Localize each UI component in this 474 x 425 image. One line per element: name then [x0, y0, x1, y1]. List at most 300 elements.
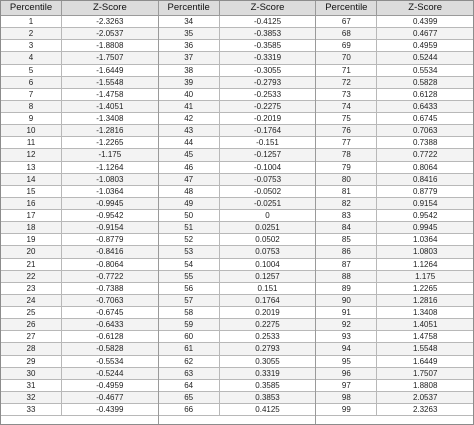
- zscore-cell: -0.9154: [96, 223, 124, 233]
- zscore-cell: 1.2816: [412, 295, 438, 305]
- percentile-cell: 61: [159, 343, 220, 354]
- percentile-cell: 57: [159, 295, 220, 306]
- table-row: [1, 149, 158, 161]
- zscore-cell: 0.6128: [412, 89, 438, 99]
- zscore-cell: -0.1764: [253, 126, 282, 136]
- table-row: [316, 331, 473, 343]
- percentile-cell: 59: [159, 319, 220, 330]
- percentile-cell: 65: [159, 392, 220, 403]
- table-row: [316, 16, 473, 28]
- percentile-cell: 80: [316, 174, 377, 185]
- table-row: [316, 380, 473, 392]
- zscore-cell: 0.3319: [255, 368, 280, 378]
- zscore-cell: 0.8064: [412, 162, 438, 172]
- zscore-cell: -0.7063: [96, 295, 124, 305]
- zscore-cell: 0.3585: [255, 380, 280, 390]
- table-row: [1, 210, 158, 222]
- percentile-cell: 70: [316, 52, 377, 63]
- percentile-cell: 55: [159, 271, 220, 282]
- percentile-cell: 35: [159, 28, 220, 39]
- percentile-cell: 56: [159, 283, 220, 294]
- percentile-header: Percentile: [159, 1, 220, 15]
- zscore-cell: -0.0753: [253, 174, 282, 184]
- percentile-cell: 89: [316, 283, 377, 294]
- percentile-cell: 38: [159, 65, 220, 76]
- table-row: [159, 210, 316, 222]
- table-row: [1, 77, 158, 89]
- table-row: [159, 271, 316, 283]
- percentile-cell: 16: [1, 198, 62, 209]
- table-row: [159, 162, 316, 174]
- zscore-cell: -0.7722: [96, 271, 124, 281]
- table-row: [316, 65, 473, 77]
- percentile-cell: 23: [1, 283, 62, 294]
- zscore-cell: 0.4399: [412, 17, 438, 26]
- percentile-cell: 74: [316, 101, 377, 112]
- percentile-cell: 73: [316, 89, 377, 100]
- zscore-cell: 0.7063: [412, 126, 438, 136]
- table-row: [1, 246, 158, 258]
- table-row: [159, 186, 316, 198]
- table-row: [1, 65, 158, 77]
- table-row: [159, 380, 316, 392]
- zscore-header: Z-Score: [92, 2, 127, 13]
- zscore-cell: 0.9945: [412, 223, 438, 233]
- percentile-header: Percentile: [316, 1, 377, 15]
- table-row: [159, 65, 316, 77]
- zscore-cell: 0.2019: [255, 308, 280, 317]
- zscore-cell: -0.5828: [96, 344, 124, 354]
- table-row: [316, 101, 473, 113]
- zscore-cell: -0.7388: [96, 283, 124, 293]
- column-group-2: [159, 1, 317, 424]
- percentile-cell: 54: [159, 259, 220, 270]
- table-row: [159, 149, 316, 161]
- percentile-cell: 20: [1, 246, 62, 257]
- table-row: [316, 186, 473, 198]
- zscore-cell: 0.2275: [255, 320, 280, 330]
- table-row: [316, 343, 473, 355]
- table-row: [159, 137, 316, 149]
- zscore-cell: -1.7507: [96, 53, 124, 63]
- table-row: [159, 283, 316, 295]
- zscore-cell: -0.151: [256, 138, 279, 148]
- percentile-cell: 42: [159, 113, 220, 124]
- percentile-cell: 40: [159, 89, 220, 100]
- percentile-cell: 1: [1, 16, 62, 27]
- table-row: [316, 222, 473, 234]
- zscore-cell: 0.7388: [412, 138, 438, 148]
- table-row: [1, 271, 158, 283]
- zscore-cell: -0.5534: [96, 356, 124, 366]
- table-row: [1, 101, 158, 113]
- table-row: [1, 113, 158, 125]
- percentile-cell: 8: [1, 101, 62, 112]
- percentile-cell: 7: [1, 89, 62, 100]
- percentile-cell: 81: [316, 186, 377, 197]
- zscore-cell: 0.6745: [412, 114, 438, 123]
- table-row: [316, 149, 473, 161]
- table-row: [316, 198, 473, 210]
- zscore-cell: -1.3408: [96, 114, 124, 123]
- percentile-cell: 75: [316, 113, 377, 124]
- table-row: [1, 404, 158, 416]
- table-row: [316, 52, 473, 64]
- percentile-cell: 52: [159, 234, 220, 245]
- zscore-cell: 0.0502: [255, 235, 280, 245]
- table-row: [159, 295, 316, 307]
- zscore-cell: 0.3853: [255, 392, 280, 402]
- zscore-cell: 1.0364: [412, 235, 438, 245]
- zscore-cell: 1.8808: [412, 380, 438, 390]
- table-row: [316, 28, 473, 40]
- zscore-cell: -1.2816: [96, 126, 124, 136]
- zscore-cell: 1.0803: [412, 247, 438, 257]
- table-row: [1, 137, 158, 149]
- percentile-cell: 84: [316, 222, 377, 233]
- zscore-cell: 0.9154: [412, 198, 438, 208]
- table-row: [1, 343, 158, 355]
- zscore-cell: 0.5828: [412, 77, 438, 87]
- percentile-cell: 36: [159, 40, 220, 51]
- table-row: [1, 331, 158, 343]
- zscore-cell: 1.175: [415, 271, 436, 281]
- zscore-cell: -0.3853: [253, 29, 282, 39]
- zscore-header: Z-Score: [250, 2, 285, 13]
- percentile-cell: 77: [316, 137, 377, 148]
- percentile-cell: 90: [316, 295, 377, 306]
- zscore-cell: 0: [265, 211, 270, 220]
- table-row: [316, 295, 473, 307]
- percentile-cell: 64: [159, 380, 220, 391]
- zscore-cell: -0.9945: [96, 198, 124, 208]
- zscore-cell: -1.4758: [96, 89, 124, 99]
- zscore-cell: -0.0502: [253, 186, 282, 196]
- zscore-cell: -0.3319: [253, 53, 282, 63]
- zscore-cell: 0.4959: [412, 41, 438, 51]
- table-row: [316, 356, 473, 368]
- zscore-cell: 0.8416: [412, 174, 438, 184]
- percentile-cell: 45: [159, 149, 220, 160]
- zscore-cell: -2.0537: [96, 29, 124, 39]
- percentile-cell: 51: [159, 222, 220, 233]
- percentile-cell: 53: [159, 246, 220, 257]
- table-row: [159, 113, 316, 125]
- percentile-cell: 33: [1, 404, 62, 415]
- header-row: [159, 1, 316, 16]
- percentile-cell: 76: [316, 125, 377, 136]
- table-row: [159, 89, 316, 101]
- percentile-cell: 14: [1, 174, 62, 185]
- percentile-cell: 17: [1, 210, 62, 221]
- percentile-cell: 94: [316, 343, 377, 354]
- zscore-cell: -0.6128: [96, 332, 124, 342]
- table-row: [159, 331, 316, 343]
- zscore-cell: -0.2019: [253, 114, 282, 123]
- percentile-cell: 92: [316, 319, 377, 330]
- zscore-cell: -1.2265: [96, 138, 124, 148]
- percentile-cell: 62: [159, 356, 220, 367]
- percentile-cell: 47: [159, 174, 220, 185]
- percentile-cell: 11: [1, 137, 62, 148]
- zscore-cell: -0.4677: [96, 392, 124, 402]
- zscore-cell: -0.2793: [253, 77, 282, 87]
- zscore-cell: -0.8416: [96, 247, 124, 257]
- zscore-cell: -0.2533: [253, 89, 282, 99]
- zscore-cell: -1.8808: [96, 41, 124, 51]
- zscore-cell: 0.2793: [255, 344, 280, 354]
- percentile-cell: 10: [1, 125, 62, 136]
- table-row: [316, 137, 473, 149]
- percentile-cell: 96: [316, 368, 377, 379]
- zscore-cell: 1.4758: [412, 332, 438, 342]
- table-row: [159, 101, 316, 113]
- table-row: [316, 259, 473, 271]
- table-row: [1, 174, 158, 186]
- table-row: [159, 52, 316, 64]
- zscore-cell: 1.4051: [412, 320, 438, 330]
- percentile-cell: 4: [1, 52, 62, 63]
- table-row: [1, 283, 158, 295]
- table-row: [159, 16, 316, 28]
- percentile-cell: 3: [1, 40, 62, 51]
- zscore-cell: 0.3055: [255, 356, 280, 366]
- rows-2: [159, 16, 316, 416]
- zscore-cell: -0.9542: [96, 211, 124, 220]
- percentile-cell: 6: [1, 77, 62, 88]
- zscore-cell: -1.0364: [96, 186, 124, 196]
- table-row: [316, 404, 473, 416]
- percentile-cell: 69: [316, 40, 377, 51]
- percentile-cell: 5: [1, 65, 62, 76]
- zscore-cell: -0.0251: [253, 198, 282, 208]
- table-row: [316, 234, 473, 246]
- table-row: [159, 125, 316, 137]
- zscore-cell: -1.5548: [96, 77, 124, 87]
- zscore-cell: -1.6449: [96, 65, 124, 75]
- percentile-cell: 21: [1, 259, 62, 270]
- percentile-cell: 60: [159, 331, 220, 342]
- table-row: [159, 174, 316, 186]
- percentile-cell: 66: [159, 404, 220, 415]
- percentile-cell: 22: [1, 271, 62, 282]
- percentile-cell: 97: [316, 380, 377, 391]
- percentile-cell: 13: [1, 162, 62, 173]
- table-row: [159, 28, 316, 40]
- percentile-cell: 49: [159, 198, 220, 209]
- percentile-cell: 31: [1, 380, 62, 391]
- table-row: [316, 174, 473, 186]
- table-row: [1, 222, 158, 234]
- table-row: [316, 125, 473, 137]
- percentile-cell: 88: [316, 271, 377, 282]
- percentile-cell: 27: [1, 331, 62, 342]
- table-row: [316, 307, 473, 319]
- percentile-cell: 25: [1, 307, 62, 318]
- table-row: [316, 368, 473, 380]
- zscore-cell: 1.1264: [412, 259, 438, 269]
- percentile-cell: 87: [316, 259, 377, 270]
- zscore-cell: 0.5244: [412, 53, 438, 63]
- header-row: [1, 1, 158, 16]
- zscore-cell: 0.4125: [255, 405, 280, 414]
- table-row: [316, 40, 473, 52]
- percentile-cell: 85: [316, 234, 377, 245]
- zscore-cell: 0.151: [257, 283, 278, 293]
- table-row: [159, 222, 316, 234]
- percentile-cell: 32: [1, 392, 62, 403]
- table-row: [159, 259, 316, 271]
- percentile-cell: 48: [159, 186, 220, 197]
- table-row: [1, 392, 158, 404]
- zscore-cell: 0.8779: [412, 186, 438, 196]
- table-row: [1, 259, 158, 271]
- percentile-cell: 28: [1, 343, 62, 354]
- zscore-cell: -1.1264: [96, 162, 124, 172]
- percentile-cell: 15: [1, 186, 62, 197]
- table-row: [1, 52, 158, 64]
- zscore-cell: 0.0251: [255, 223, 280, 233]
- table-row: [1, 356, 158, 368]
- percentile-cell: 79: [316, 162, 377, 173]
- percentile-cell: 2: [1, 28, 62, 39]
- percentile-cell: 78: [316, 149, 377, 160]
- zscore-cell: 0.1004: [255, 259, 280, 269]
- header-row: [316, 1, 473, 16]
- percentile-cell: 34: [159, 16, 220, 27]
- zscore-cell: 0.7722: [412, 150, 438, 160]
- percentile-cell: 39: [159, 77, 220, 88]
- percentile-cell: 18: [1, 222, 62, 233]
- percentile-cell: 98: [316, 392, 377, 403]
- table-row: [1, 307, 158, 319]
- table-row: [1, 28, 158, 40]
- percentile-cell: 26: [1, 319, 62, 330]
- table-row: [316, 113, 473, 125]
- zscore-cell: 1.2265: [412, 283, 438, 293]
- zscore-cell: -0.1257: [253, 150, 282, 160]
- zscore-cell: 1.6449: [412, 356, 438, 366]
- zscore-cell: -0.4399: [96, 405, 124, 414]
- table-row: [316, 77, 473, 89]
- table-row: [159, 234, 316, 246]
- table-row: [1, 186, 158, 198]
- zscore-cell: -0.4959: [96, 380, 124, 390]
- percentile-cell: 43: [159, 125, 220, 136]
- table-row: [1, 319, 158, 331]
- percentile-cell: 86: [316, 246, 377, 257]
- zscore-cell: -0.6433: [96, 320, 124, 330]
- percentile-cell: 24: [1, 295, 62, 306]
- table-row: [159, 356, 316, 368]
- zscore-cell: -0.5244: [96, 368, 124, 378]
- zscore-cell: -0.3055: [253, 65, 282, 75]
- percentile-cell: 29: [1, 356, 62, 367]
- percentile-cell: 37: [159, 52, 220, 63]
- percentile-cell: 50: [159, 210, 220, 221]
- zscore-cell: 0.5534: [412, 65, 438, 75]
- percentile-cell: 72: [316, 77, 377, 88]
- table-row: [159, 343, 316, 355]
- table-row: [159, 404, 316, 416]
- zscore-cell: 2.3263: [412, 405, 438, 414]
- percentile-cell: 44: [159, 137, 220, 148]
- table-row: [1, 234, 158, 246]
- zscore-cell: 0.6433: [412, 101, 438, 111]
- percentile-cell: 68: [316, 28, 377, 39]
- zscore-cell: -1.175: [98, 150, 122, 160]
- percentile-cell: 91: [316, 307, 377, 318]
- table-row: [159, 40, 316, 52]
- percentile-cell: 63: [159, 368, 220, 379]
- table-row: [1, 198, 158, 210]
- table-row: [316, 89, 473, 101]
- table-row: [1, 295, 158, 307]
- table-row: [316, 246, 473, 258]
- percentile-cell: 41: [159, 101, 220, 112]
- zscore-cell: 0.1257: [255, 271, 280, 281]
- zscore-cell: 2.0537: [412, 392, 438, 402]
- table-row: [1, 380, 158, 392]
- table-row: [1, 16, 158, 28]
- zscore-cell: -0.8779: [96, 235, 124, 245]
- zscore-cell: -0.6745: [96, 308, 124, 317]
- table-row: [159, 392, 316, 404]
- table-row: [1, 125, 158, 137]
- table-row: [316, 319, 473, 331]
- percentile-cell: 19: [1, 234, 62, 245]
- zscore-cell: 0.2533: [255, 332, 280, 342]
- table-row: [1, 89, 158, 101]
- zscore-cell: -1.0803: [96, 174, 124, 184]
- percentile-cell: 93: [316, 331, 377, 342]
- zscore-cell: 1.3408: [412, 308, 438, 317]
- percentile-cell: 12: [1, 149, 62, 160]
- table-row: [159, 307, 316, 319]
- rows-3: [316, 16, 473, 416]
- zscore-cell: -0.4125: [253, 17, 282, 26]
- zscore-cell: 1.7507: [412, 368, 438, 378]
- zscore-cell: -1.4051: [96, 101, 124, 111]
- percentile-cell: 82: [316, 198, 377, 209]
- table-row: [1, 162, 158, 174]
- zscore-cell: 1.5548: [412, 344, 438, 354]
- table-row: [316, 283, 473, 295]
- percentile-cell: 46: [159, 162, 220, 173]
- table-row: [316, 392, 473, 404]
- table-row: [159, 77, 316, 89]
- percentile-header: Percentile: [1, 1, 62, 15]
- column-group-1: [1, 1, 159, 424]
- table-row: [159, 368, 316, 380]
- table-row: [159, 319, 316, 331]
- zscore-cell: -2.3263: [96, 17, 124, 26]
- percentile-cell: 83: [316, 210, 377, 221]
- zscore-cell: 0.9542: [412, 211, 438, 220]
- table-row: [316, 162, 473, 174]
- column-group-3: [316, 1, 473, 424]
- zscore-cell: 0.4677: [412, 29, 438, 39]
- zscore-cell: 0.1764: [255, 295, 280, 305]
- table-row: [316, 271, 473, 283]
- table-row: [1, 40, 158, 52]
- table-row: [316, 210, 473, 222]
- zscore-cell: -0.8064: [96, 259, 124, 269]
- percentile-cell: 71: [316, 65, 377, 76]
- rows-1: [1, 16, 158, 416]
- zscore-cell: -0.1004: [253, 162, 282, 172]
- zscore-cell: 0.0753: [255, 247, 280, 257]
